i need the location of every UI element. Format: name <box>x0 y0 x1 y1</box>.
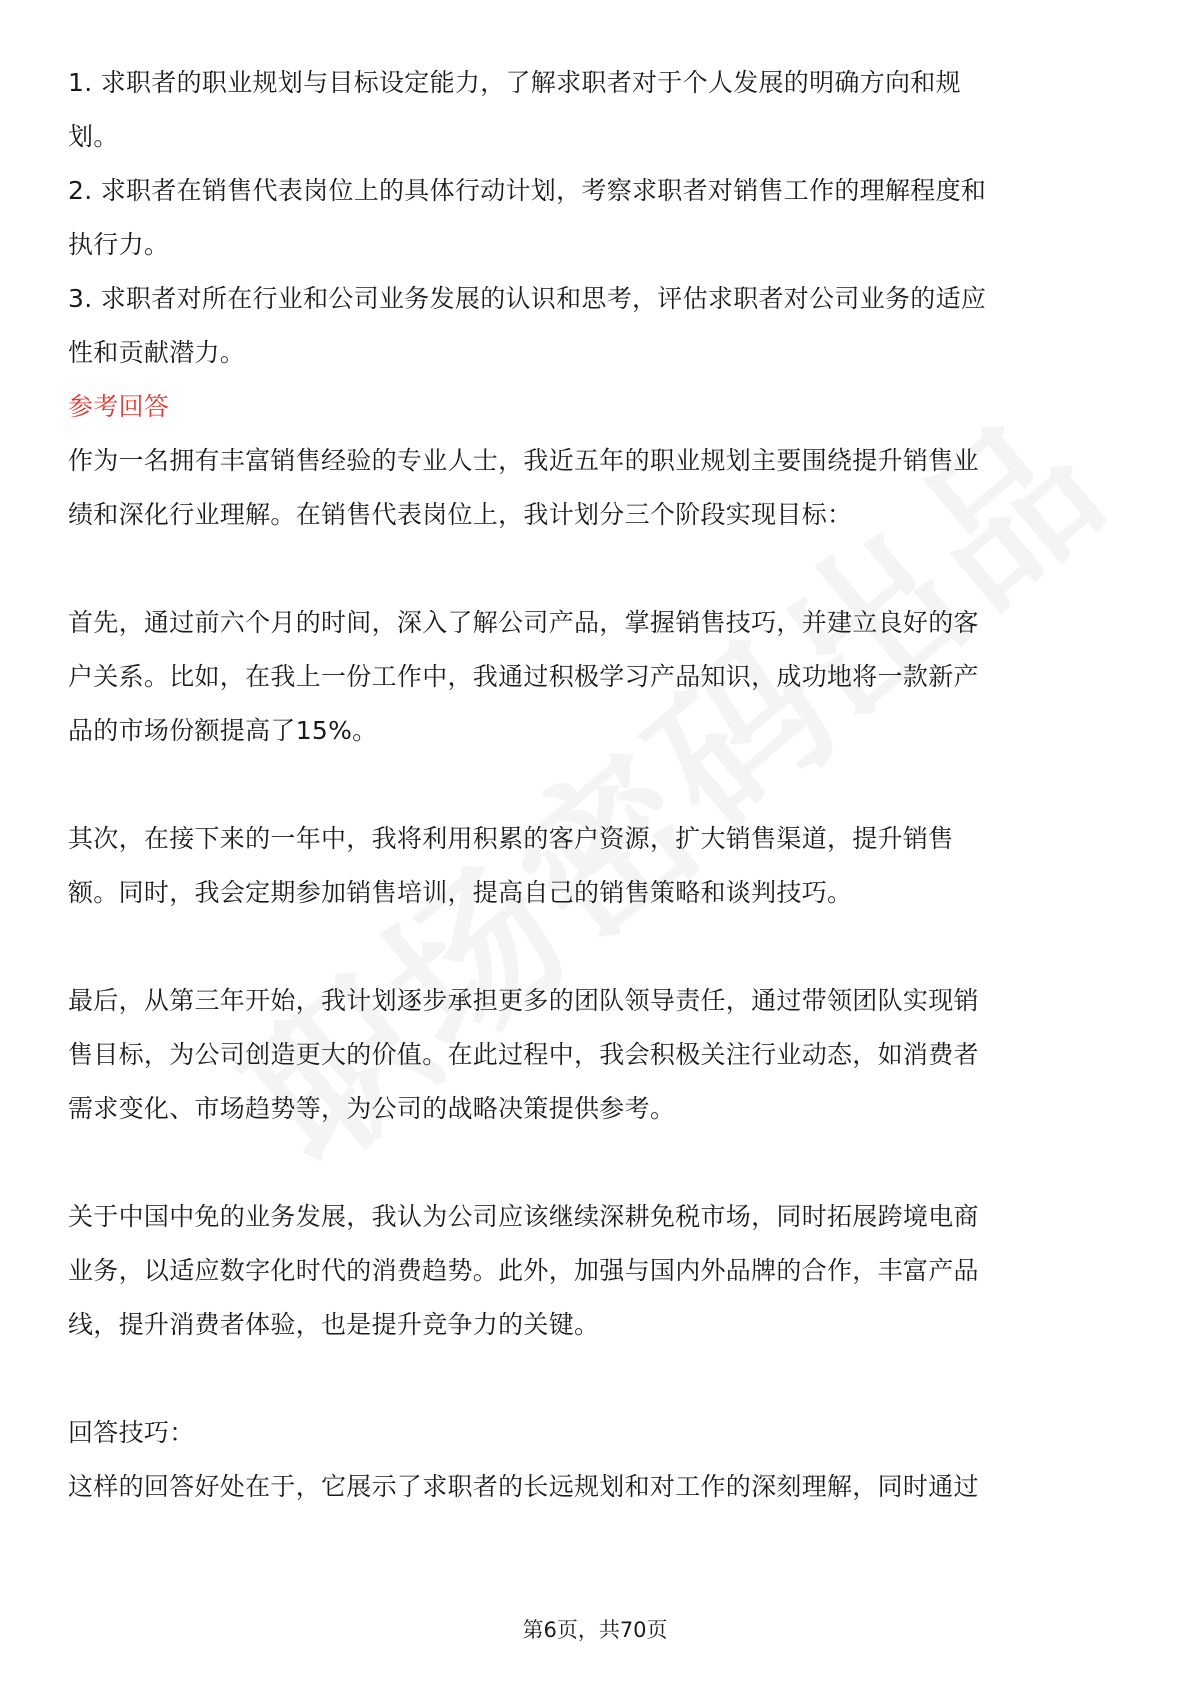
paragraph-line: 最后，从第三年开始，我计划逐步承担更多的团队领导责任，通过带领团队实现销 <box>68 986 979 1015</box>
paragraph-spacer <box>68 758 1120 812</box>
paragraph-line: 作为一名拥有丰富销售经验的专业人士，我近五年的职业规划主要围绕提升销售业 <box>68 446 979 475</box>
paragraph-line: 其次，在接下来的一年中，我将利用积累的客户资源，扩大销售渠道，提升销售 <box>68 824 954 853</box>
paragraph-line: 品的市场份额提高了15%。 <box>68 716 378 745</box>
answer-paragraph <box>68 974 1120 1136</box>
paragraph-line: 售目标，为公司创造更大的价值。在此过程中，我会积极关注行业动态，如消费者 <box>68 1040 979 1069</box>
answer-paragraph <box>68 434 1120 542</box>
paragraph-line: 需求变化、市场趋势等，为公司的战略决策提供参考。 <box>68 1094 676 1123</box>
list-item-line: 3. 求职者对所在行业和公司业务发展的认识和思考，评估求职者对公司业务的适应 <box>68 284 987 313</box>
paragraph-line: 额。同时，我会定期参加销售培训，提高自己的销售策略和谈判技巧。 <box>68 878 853 907</box>
list-item-line: 性和贡献潜力。 <box>68 338 246 367</box>
list-item-line: 划。 <box>68 122 119 151</box>
answer-paragraph <box>68 1190 1120 1352</box>
list-item-line: 1. 求职者的职业规划与目标设定能力，了解求职者对于个人发展的明确方向和规 <box>68 68 961 97</box>
answer-paragraph <box>68 596 1120 758</box>
list-item-line: 2. 求职者在销售代表岗位上的具体行动计划，考察求职者对销售工作的理解程度和 <box>68 176 987 205</box>
paragraph-line: 业务，以适应数字化时代的消费趋势。此外，加强与国内外品牌的合作，丰富产品 <box>68 1256 979 1285</box>
paragraph-line: 首先，通过前六个月的时间，深入了解公司产品，掌握销售技巧，并建立良好的客 <box>68 608 979 637</box>
paragraph-line: 关于中国中免的业务发展，我认为公司应该继续深耕免税市场，同时拓展跨境电商 <box>68 1202 979 1231</box>
page-number: 第6页，共70页 <box>522 1618 668 1642</box>
paragraph-spacer <box>68 542 1120 596</box>
tips-heading: 回答技巧： <box>68 1418 195 1447</box>
answer-paragraph <box>68 812 1120 920</box>
intro-list <box>68 56 1120 380</box>
paragraph-spacer <box>68 1352 1120 1406</box>
paragraph-spacer <box>68 920 1120 974</box>
list-item-line: 执行力。 <box>68 230 170 259</box>
paragraph-line: 绩和深化行业理解。在销售代表岗位上，我计划分三个阶段实现目标： <box>68 500 853 529</box>
answer-heading: 参考回答 <box>68 392 170 421</box>
paragraph-spacer <box>68 1136 1120 1190</box>
tips-line: 这样的回答好处在于，它展示了求职者的长远规划和对工作的深刻理解，同时通过 <box>68 1472 979 1501</box>
paragraph-line: 线，提升消费者体验，也是提升竞争力的关键。 <box>68 1310 600 1339</box>
document-body <box>68 56 1120 1514</box>
paragraph-line: 户关系。比如，在我上一份工作中，我通过积极学习产品知识，成功地将一款新产 <box>68 662 979 691</box>
